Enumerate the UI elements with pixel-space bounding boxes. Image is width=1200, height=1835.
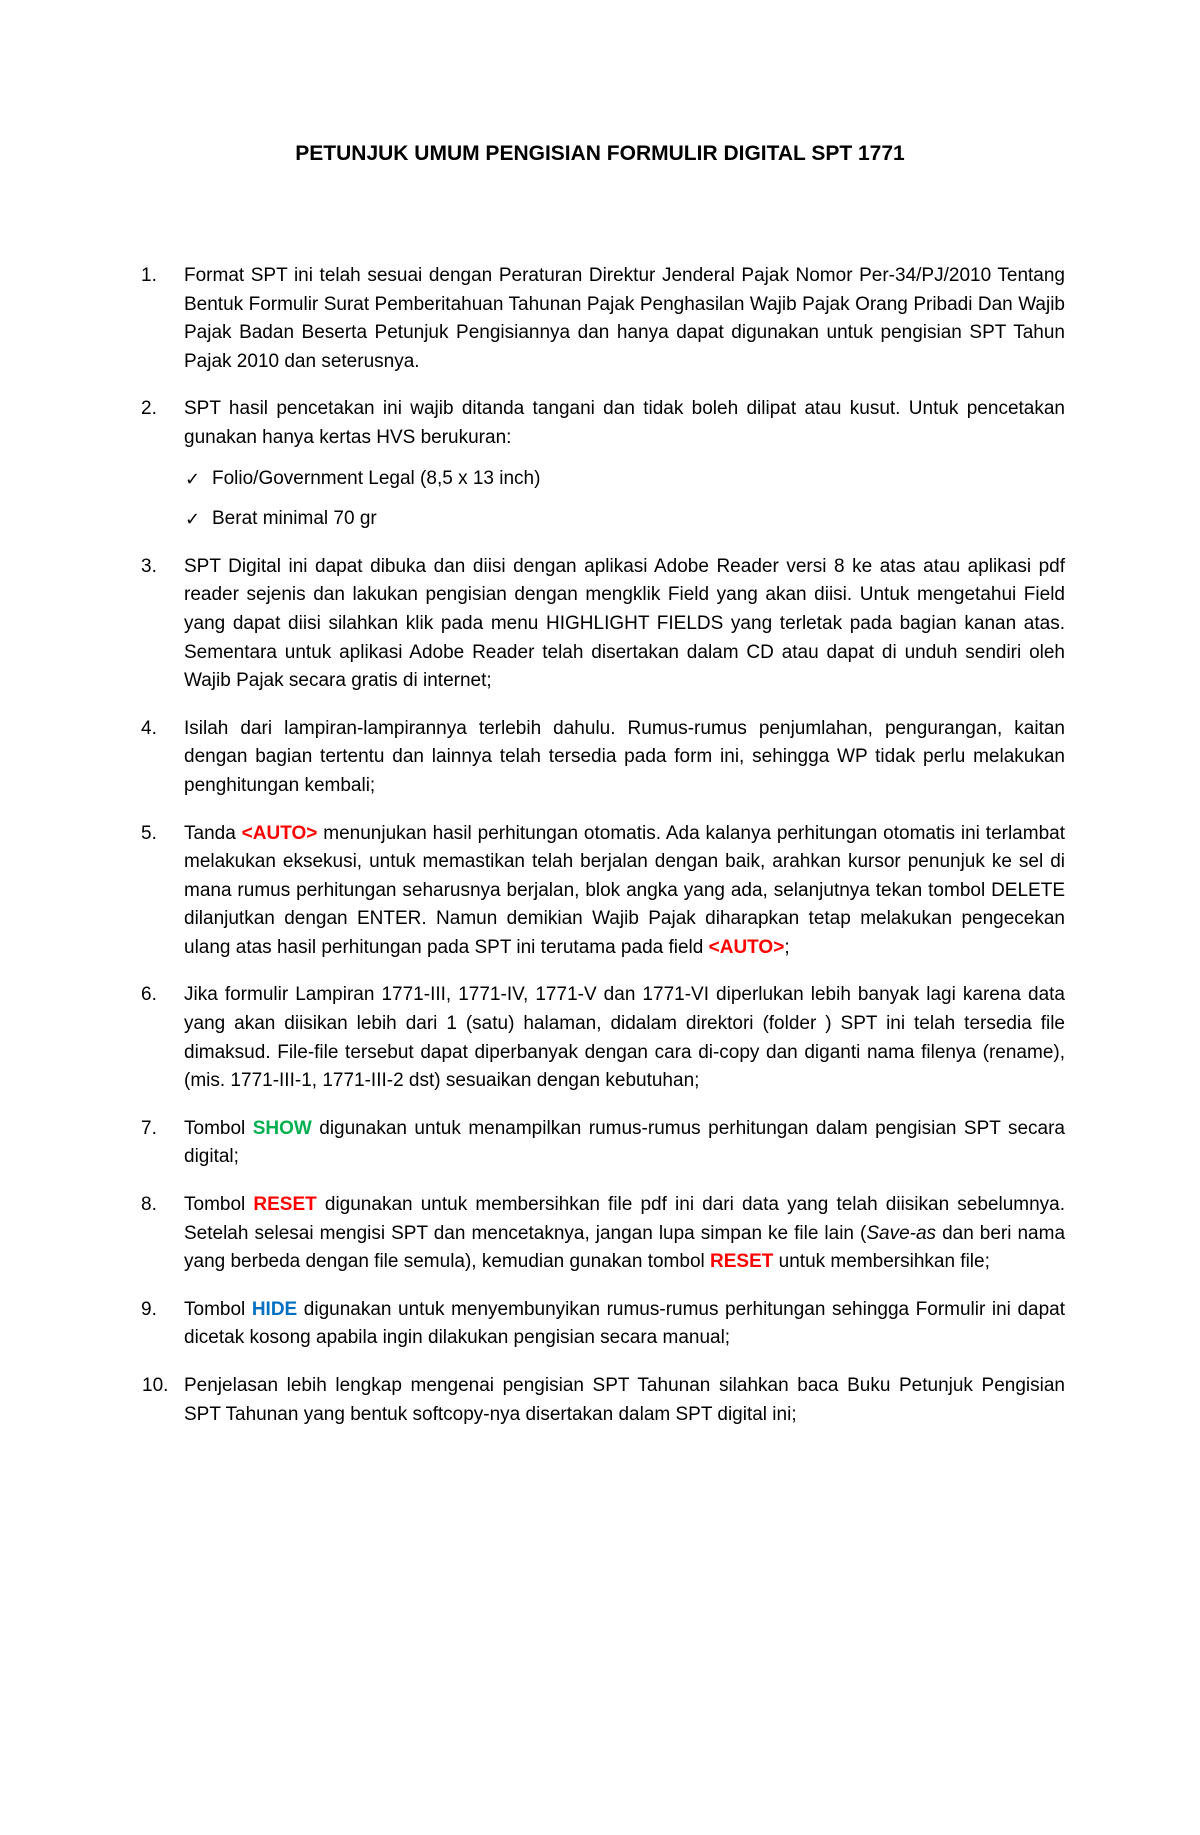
reset-keyword: RESET [710, 1251, 774, 1273]
item-text-part: Tanda [184, 822, 242, 844]
list-item [135, 262, 1065, 376]
item-number: 10. [142, 1375, 169, 1396]
item-text: Jika formulir Lampiran 1771-III, 1771-IV, 1771-V dan 1771-VI diperlukan lebih banyak lagi karena data yang akan diisikan lebih dari 1 (satu) halaman, didalam direktori (folder ) SPT ini telah tersedia file dimaksud. File-file tersebut dapat diperbanyak dengan cara di-copy dan diganti nama filenya (rename), (mis. 1771-III-1, 1771-III-2 dst) sesuaikan dengan kebutuhan; [184, 984, 1065, 1092]
item-text-part: Tombol [184, 1298, 252, 1320]
checklist-text: Berat minimal 70 gr [212, 508, 377, 530]
instruction-list [135, 262, 1065, 1448]
item-number: 2. [141, 398, 157, 420]
item-number: 1. [141, 265, 157, 286]
list-item [135, 553, 1065, 696]
item-text-part: digunakan untuk membersihkan file pdf ini dari data yang telah diisikan sebelumnya. Setelah selesai mengisi SPT dan mencetaknya, jangan lupa simpan ke file lain ( [184, 1194, 1066, 1244]
item-text-part: menunjukan hasil perhitungan otomatis. Ada kalanya perhitungan otomatis ini terlambat melakukan eksekusi, untuk memastikan telah berjalan dengan baik, arahkan kursor penunjuk ke sel di mana rumus perhitungan seharusnya berjalan, blok angka yang ada, selanjutnya tekan tombol DELETE dilanjutkan dengan ENTER. Namun demikian Wajib Pajak diharapkan tetap melakukan pengecekan ulang atas hasil perhitungan pada SPT ini terutama pada field [184, 822, 1065, 958]
list-item [135, 1115, 1065, 1172]
list-item [135, 820, 1065, 963]
item-text-part: dan beri nama yang berbeda dengan file semula), kemudian gunakan tombol [184, 1222, 1066, 1273]
list-item [135, 1191, 1065, 1277]
item-text-part: digunakan untuk menyembunyikan rumus-rumus perhitungan sehingga Formulir ini dapat dicetak kosong apabila ingin dilakukan pengisian secara manual; [184, 1298, 1066, 1349]
checkmark-icon: ✓ [185, 468, 201, 489]
checkmark-icon: ✓ [185, 509, 201, 530]
item-number: 8. [141, 1194, 157, 1216]
list-item [135, 715, 1065, 801]
item-text: Penjelasan lebih lengkap mengenai pengisian SPT Tahunan silahkan baca Buku Petunjuk Pengisian SPT Tahunan yang bentuk softcopy-nya disertakan dalam SPT digital ini; [184, 1375, 1065, 1425]
item-number: 5. [141, 822, 157, 844]
save-as-text: Save-as [866, 1222, 937, 1244]
list-item [135, 395, 1065, 533]
document-title: PETUNJUK UMUM PENGISIAN FORMULIR DIGITAL SPT 1771 [295, 142, 905, 165]
item-text-part: digunakan untuk menampilkan rumus-rumus perhitungan dalam pengisian SPT secara digital; [184, 1117, 1066, 1168]
checklist-item [184, 465, 1065, 494]
item-text-part: ; [784, 936, 790, 958]
show-keyword: SHOW [252, 1117, 312, 1139]
auto-keyword: <AUTO> [241, 822, 318, 844]
item-text: Format SPT ini telah sesuai dengan Peraturan Direktur Jenderal Pajak Nomor Per-34/PJ/2010 Tentang Bentuk Formulir Surat Pemberitahuan Tahunan Pajak Penghasilan Wajib Pajak Orang Pribadi Dan Wajib Pajak Badan Beserta Petunjuk Pengisiannya dan hanya dapat digunakan untuk pengisian SPT Tahun Pajak 2010 dan seterusnya. [184, 265, 1065, 372]
list-item [135, 981, 1065, 1095]
item-number: 9. [141, 1298, 157, 1320]
item-text-part: Tombol [184, 1194, 254, 1216]
item-text: SPT hasil pencetakan ini wajib ditanda tangani dan tidak boleh dilipat atau kusut. Untuk pencetakan gunakan hanya kertas HVS berukuran: [184, 398, 1065, 448]
checklist-item [184, 505, 1065, 534]
item-number: 6. [141, 984, 157, 1006]
item-number: 3. [141, 555, 157, 577]
item-text: Isilah dari lampiran-lampirannya terlebih dahulu. Rumus-rumus penjumlahan, pengurangan, kaitan dengan bagian tertentu dan lainnya telah tersedia pada form ini, sehingga WP tidak perlu melakukan penghitungan kembali; [184, 717, 1065, 796]
checklist-text: Folio/Government Legal (8,5 x 13 inch) [212, 467, 541, 489]
item-number: 7. [141, 1117, 157, 1139]
item-text-part: Tombol [184, 1117, 253, 1139]
reset-keyword: RESET [253, 1194, 317, 1216]
list-item [135, 1296, 1065, 1353]
item-number: 4. [141, 717, 157, 739]
list-item [135, 1372, 1065, 1429]
auto-keyword: <AUTO> [708, 936, 785, 958]
item-text: SPT Digital ini dapat dibuka dan diisi dengan aplikasi Adobe Reader versi 8 ke atas atau aplikasi pdf reader sejenis dan lakukan pengisian dengan mengklik Field yang akan diisi. Untuk mengetahui Field yang dapat diisi silahkan klik pada menu HIGHLIGHT FIELDS yang terletak pada bagian kanan atas. Sementara untuk aplikasi Adobe Reader telah disertakan dalam CD atau dapat di unduh sendiri oleh Wajib Pajak secara gratis di internet; [184, 555, 1065, 692]
hide-keyword: HIDE [251, 1298, 298, 1320]
item-text-part: untuk membersihkan file; [773, 1251, 990, 1273]
paper-spec-checklist [184, 465, 1065, 534]
